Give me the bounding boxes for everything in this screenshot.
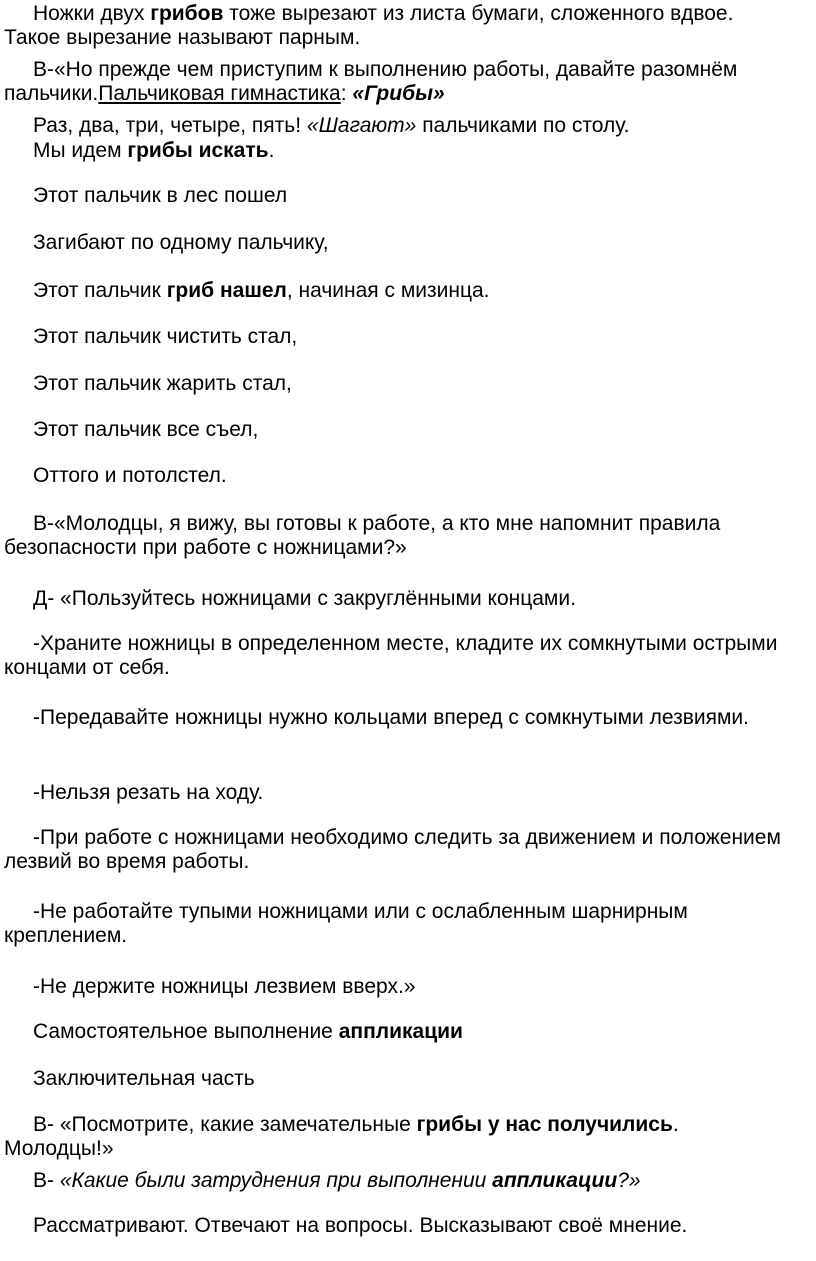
paragraph-finger-gymnastics-intro (4, 58, 794, 106)
text-run: Оттого и потолстел. (33, 464, 227, 487)
safety-rule (4, 632, 794, 680)
paragraph-mushroom-legs (4, 2, 794, 50)
paragraph-conclusion (4, 1214, 794, 1238)
paragraph-look-results (4, 1113, 794, 1161)
text-run: Раз, два, три, четыре, пять! (33, 114, 307, 137)
text-run: -Не работайте тупыми ножницами или с ослабленным шарнирным креплением. (4, 900, 688, 947)
text-run: , начиная с мизинца. (286, 279, 490, 302)
text-run: Этот пальчик (33, 279, 167, 302)
text-run: «Какие были затруднения при выполнении (59, 1169, 493, 1192)
safety-rule (4, 781, 794, 805)
safety-rule (4, 900, 794, 948)
text-run: . (268, 139, 275, 162)
text-run: Пальчиковая гимнастика (98, 82, 341, 105)
text-run: Заключительная часть (33, 1067, 255, 1090)
text-run: В- «Посмотрите, какие замечательные (33, 1113, 417, 1136)
text-run: Этот пальчик чистить стал, (33, 325, 298, 348)
text-run: грибы искать (127, 139, 269, 162)
text-run: аппликации (338, 1020, 463, 1043)
paragraph-independent-work (4, 1020, 794, 1044)
safety-rule (4, 706, 794, 730)
text-run: ?» (617, 1169, 641, 1192)
paragraph-go-look-mushrooms (4, 139, 794, 163)
text-run: пальчиками по столу. (416, 114, 630, 137)
text-run: -При работе с ножницами необходимо следить за движением и положением лезвий во время работы. (4, 826, 781, 873)
paragraph-difficulties-question (4, 1169, 794, 1193)
verse-line (4, 372, 794, 396)
text-run: В-«Молодцы, я вижу, вы готовы к работе, а кто мне напомнит правила безопасности при работе с ножницами?» (4, 512, 721, 559)
text-run: -Не держите ножницы лезвием вверх.» (33, 975, 416, 998)
verse-line (4, 464, 794, 488)
text-run: Этот пальчик в лес пошел (33, 184, 288, 207)
text-run: -Нельзя резать на ходу. (33, 781, 264, 804)
text-run: гриб нашел (166, 279, 287, 302)
text-run: Грибы (364, 82, 434, 105)
text-run: В- (33, 1169, 60, 1192)
section-heading-final-part (4, 1067, 794, 1091)
text-run: Мы идем (33, 139, 128, 162)
text-run: Этот пальчик жарить стал, (33, 372, 292, 395)
text-run: тоже вырезают из листа бумаги, сложенного вдвое. Такое вырезание называют парным. (4, 2, 734, 49)
verse-line (4, 184, 794, 208)
text-run: «Шагают» (306, 114, 417, 137)
verse-line (4, 418, 794, 442)
text-run: Д- «Пользуйтесь ножницами с закруглёнными концами. (33, 587, 576, 610)
text-run: -Храните ножницы в определенном месте, кладите их сомкнутыми острыми концами от себя. (4, 632, 778, 679)
verse-line (4, 279, 794, 303)
text-run: Этот пальчик все съел, (33, 418, 259, 441)
text-run: » (433, 82, 445, 105)
verse-line (4, 325, 794, 349)
text-run: . Молодцы!» (4, 1113, 679, 1160)
safety-rule (4, 975, 794, 999)
text-run: « (352, 82, 365, 105)
text-run: Ножки двух (33, 2, 151, 25)
safety-rule (4, 587, 794, 611)
paragraph-counting (4, 114, 794, 138)
text-run: Рассматривают. Отвечают на вопросы. Высказывают своё мнение. (33, 1214, 688, 1237)
text-run: Загибают по одному пальчику, (33, 231, 329, 254)
text-run: грибы у нас получились (416, 1113, 673, 1136)
text-run: Самостоятельное выполнение (33, 1020, 339, 1043)
text-run: : (340, 82, 353, 105)
verse-line (4, 231, 794, 255)
text-run: грибов (150, 2, 224, 25)
text-run: -Передавайте ножницы нужно кольцами вперед с сомкнутыми лезвиями. (33, 706, 749, 729)
text-run: В-«Но прежде чем приступим к выполнению работы, давайте разомнём пальчики. (4, 58, 738, 105)
paragraph-safety-question (4, 512, 794, 560)
safety-rule (4, 826, 794, 874)
text-run: аппликации (492, 1169, 618, 1192)
